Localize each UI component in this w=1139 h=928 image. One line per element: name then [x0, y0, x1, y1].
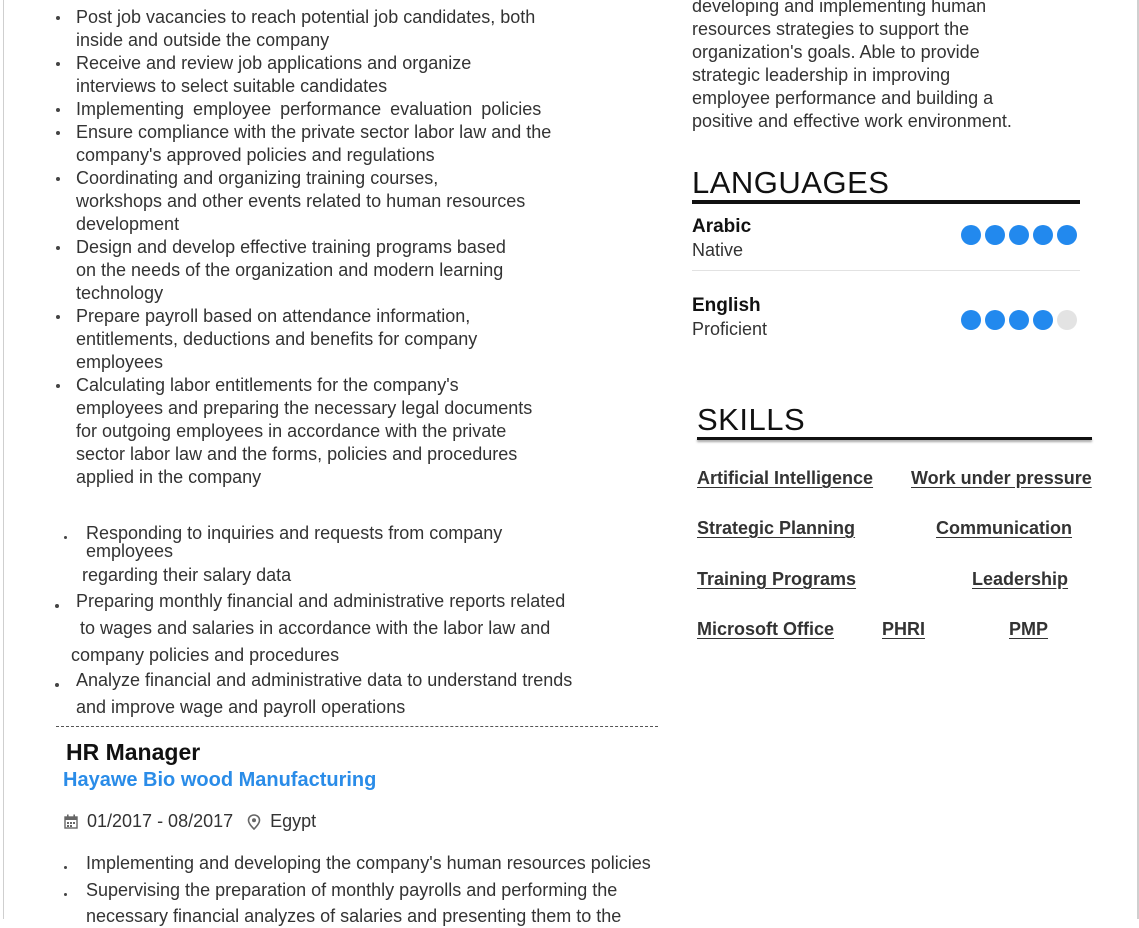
- experience-bullet-list: [76, 6, 666, 489]
- rating-dot-filled: [985, 310, 1005, 330]
- page-left-border: [3, 0, 4, 919]
- skill-link[interactable]: Strategic Planning: [697, 518, 856, 538]
- skill-link[interactable]: PHRI: [882, 619, 926, 639]
- bullet-text-line: interviews to select suitable candidates: [76, 76, 388, 96]
- calendar-icon: [64, 814, 78, 829]
- summary-line: positive and effective work environment.: [692, 111, 1012, 131]
- job-dates: 01/2017 - 08/2017: [87, 811, 234, 831]
- bullet-text-line: Supervising the preparation of monthly payrolls and performing the: [86, 880, 618, 900]
- bullet-text-line: Calculating labor entitlements for the company's: [76, 375, 459, 395]
- bullet-marker: [64, 866, 67, 869]
- bullet-text-line: sector labor law and the forms, policies and procedures: [76, 444, 518, 464]
- bullet-text-line: technology: [76, 283, 164, 303]
- language-name: Arabic: [692, 216, 752, 237]
- bullet-text-line: Responding to inquiries and requests from company: [86, 523, 503, 543]
- list-item: [76, 305, 666, 374]
- list-item: [76, 52, 666, 98]
- list-item: [76, 6, 666, 52]
- rating-dot-filled: [1033, 225, 1053, 245]
- bullet-text-line: Prepare payroll based on attendance information,: [76, 306, 471, 326]
- bullet-text-line: regarding their salary data: [82, 565, 292, 585]
- bullet-text-line: Implementing and developing the company's human resources policies: [86, 853, 651, 873]
- rating-dot-filled: [1009, 225, 1029, 245]
- bullet-text-line: for outgoing employees in accordance with the private: [76, 421, 507, 441]
- summary-line: resources strategies to support the: [692, 19, 970, 39]
- rating-dot-filled: [961, 225, 981, 245]
- bullet-text-line: development: [76, 214, 180, 234]
- bullet-text-line: Preparing monthly financial and administrative reports related: [76, 591, 566, 611]
- bullet-marker: [55, 683, 59, 687]
- list-item: [76, 236, 666, 305]
- language-divider: [692, 270, 1080, 271]
- bullet-text-line: entitlements, deductions and benefits for company: [76, 329, 478, 349]
- skill-link[interactable]: Work under pressure: [911, 468, 1092, 488]
- language-name: English: [692, 295, 761, 316]
- bullet-text-line: on the needs of the organization and modern learning: [76, 260, 504, 280]
- bullet-text-line: Analyze financial and administrative data to understand trends: [76, 670, 573, 690]
- list-item: [76, 98, 666, 121]
- languages-heading: LANGUAGES: [692, 165, 890, 200]
- skill-link[interactable]: Training Programs: [697, 569, 857, 589]
- list-item: [76, 167, 666, 236]
- skill-link[interactable]: Artificial Intelligence: [697, 468, 874, 488]
- bullet-text-line: applied in the company: [76, 467, 262, 487]
- rating-dot-filled: [1057, 225, 1077, 245]
- language-level: Proficient: [692, 319, 768, 339]
- skill-link[interactable]: Leadership: [972, 569, 1069, 589]
- rating-dot-filled: [1009, 310, 1029, 330]
- list-item: [76, 121, 666, 167]
- job-location: Egypt: [270, 811, 317, 831]
- bullet-text-line: Receive and review job applications and organize: [76, 53, 472, 73]
- skill-link[interactable]: PMP: [1009, 619, 1049, 639]
- summary-text: [692, 0, 1092, 133]
- location-pin-icon: [247, 814, 261, 830]
- summary-line: employee performance and building a: [692, 88, 994, 108]
- skills-heading: SKILLS: [697, 402, 806, 437]
- bullet-text-line: company's approved policies and regulations: [76, 145, 435, 165]
- language-rating: [961, 310, 1077, 330]
- language-level: Native: [692, 240, 744, 260]
- language-rating: [961, 225, 1077, 245]
- bullet-text-line: Ensure compliance with the private sector labor law and the: [76, 122, 552, 142]
- bullet-text-line: to wages and salaries in accordance with the labor law and: [80, 618, 551, 638]
- skill-link[interactable]: Microsoft Office: [697, 619, 835, 639]
- bullet-text-line: employees and preparing the necessary legal documents: [76, 398, 533, 418]
- skill-link[interactable]: Communication: [936, 518, 1073, 538]
- rating-dot-filled: [1033, 310, 1053, 330]
- section-divider: [56, 726, 658, 727]
- bullet-text-line: employees: [86, 541, 174, 561]
- bullet-text-line: Design and develop effective training programs based: [76, 237, 506, 257]
- bullet-text-line: Implementing employee performance evaluation policies: [76, 99, 542, 119]
- bullet-marker: [64, 536, 67, 539]
- rating-dot-empty: [1057, 310, 1077, 330]
- job-meta: [64, 811, 316, 832]
- job-title: HR Manager: [66, 739, 201, 765]
- bullet-marker: [55, 604, 59, 608]
- bullet-text-line: and improve wage and payroll operations: [76, 697, 406, 717]
- bullet-text-line: inside and outside the company: [76, 30, 330, 50]
- skills-rule: [697, 437, 1092, 440]
- summary-line: organization's goals. Able to provide: [692, 42, 980, 62]
- languages-rule: [692, 200, 1080, 204]
- bullet-text-line: Post job vacancies to reach potential job candidates, both: [76, 7, 536, 27]
- list-item: [76, 374, 666, 489]
- company-name: Hayawe Bio wood Manufacturing: [63, 769, 377, 791]
- summary-line: strategic leadership in improving: [692, 65, 951, 85]
- bullet-text-line: Coordinating and organizing training courses,: [76, 168, 439, 188]
- rating-dot-filled: [961, 310, 981, 330]
- bullet-text-line: employees: [76, 352, 164, 372]
- summary-line: developing and implementing human: [692, 0, 987, 16]
- bullet-text-line: workshops and other events related to human resources: [76, 191, 526, 211]
- bullet-text-line: necessary financial analyzes of salaries and presenting them to the: [86, 906, 622, 926]
- bullet-marker: [64, 893, 67, 896]
- rating-dot-filled: [985, 225, 1005, 245]
- bullet-text-line: company policies and procedures: [71, 645, 340, 665]
